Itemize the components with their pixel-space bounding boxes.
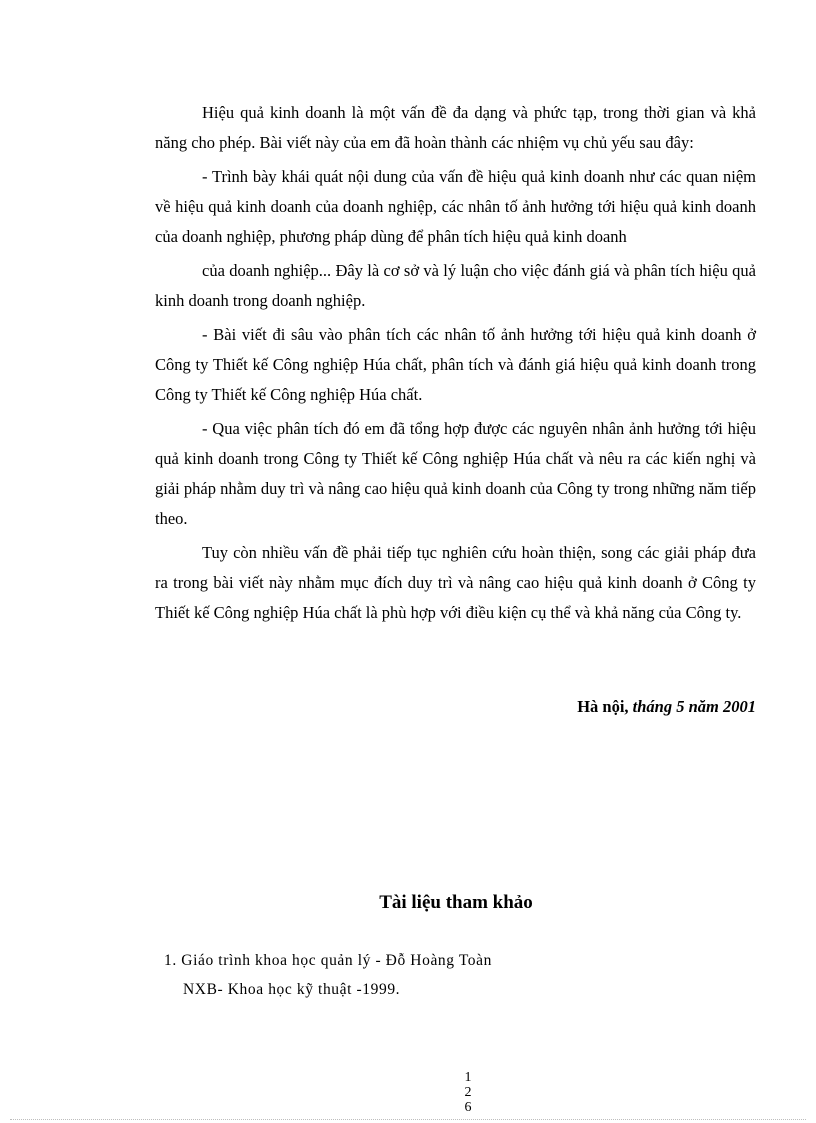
reference-item-1-line2: NXB- Khoa học kỹ thuật -1999. xyxy=(183,981,401,998)
signature-place: Hà nội, xyxy=(577,697,629,716)
signature-line xyxy=(577,695,756,719)
body-text xyxy=(155,98,756,632)
page-number xyxy=(460,1070,476,1115)
references-list xyxy=(164,946,492,1004)
reference-item-1-line1: 1. Giáo trình khoa học quản lý - Đỗ Hoàng Toàn xyxy=(164,952,492,969)
paragraph-task-3: - Qua việc phân tích đó em đã tổng hợp được các nguyên nhân ảnh hưởng tới hiệu quả kinh doanh trong Công ty Thiết kế Công nghiệp Húa chất và nêu ra các kiến nghị và giải pháp nhằm duy trì và nâng cao hiệu quả kinh doanh của Công ty trong những năm tiếp theo. xyxy=(155,419,756,528)
footer-divider xyxy=(10,1119,806,1120)
paragraph-task-1: - Trình bày khái quát nội dung của vấn đề hiệu quả kinh doanh như các quan niệm về hiệu quả kinh doanh của doanh nghiệp, các nhân tố ảnh hưởng tới hiệu quả kinh doanh của doanh nghiệp, phương pháp dùng để phân tích hiệu quả kinh doanh xyxy=(155,167,756,246)
signature-date: tháng 5 năm 2001 xyxy=(628,697,756,716)
paragraph-task-1-continued: của doanh nghiệp... Đây là cơ sở và lý luận cho việc đánh giá và phân tích hiệu quả kinh doanh trong doanh nghiệp. xyxy=(155,261,756,310)
page-number-digit-3: 6 xyxy=(464,1100,472,1115)
page-number-digit-2: 2 xyxy=(464,1085,472,1100)
page-number-digit-1: 1 xyxy=(464,1070,472,1085)
paragraph-intro: Hiệu quả kinh doanh là một vấn đề đa dạng và phức tạp, trong thời gian và khả năng cho phép. Bài viết này của em đã hoàn thành các nhiệm vụ chủ yếu sau đây: xyxy=(155,103,756,152)
paragraph-task-2: - Bài viết đi sâu vào phân tích các nhân tố ảnh hưởng tới hiệu quả kinh doanh ở Công ty Thiết kế Công nghiệp Húa chất, phân tích và đánh giá hiệu quả kinh doanh trong Công ty Thiết kế Công nghiệp Húa chất. xyxy=(155,325,756,404)
references-title: Tài liệu tham khảo xyxy=(379,892,533,913)
paragraph-conclusion: Tuy còn nhiều vấn đề phải tiếp tục nghiên cứu hoàn thiện, song các giải pháp đưa ra trong bài viết này nhằm mục đích duy trì và nâng cao hiệu quả kinh doanh ở Công ty Thiết kế Công nghiệp Húa chất là phù hợp với điều kiện cụ thể và khả năng của Công ty. xyxy=(155,543,756,622)
